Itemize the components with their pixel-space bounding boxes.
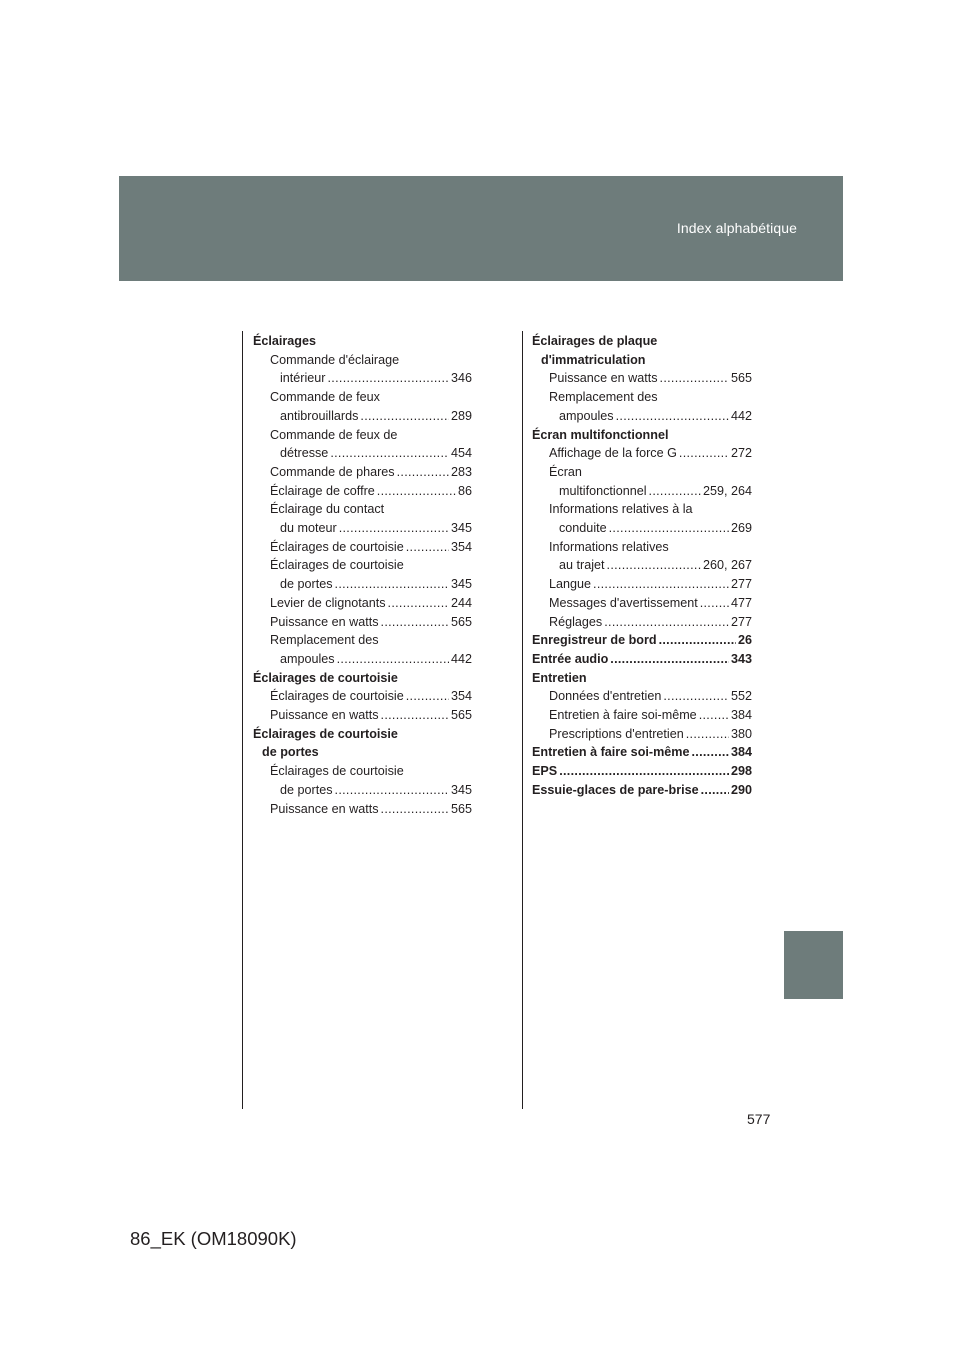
index-column-right [532,332,752,800]
index-entry-text: Puissance en watts [270,801,379,816]
index-entry [532,369,752,388]
index-entry-text: de portes [280,782,333,797]
index-entry-text: Éclairages de courtoisie [270,764,404,779]
leader-dots [701,781,729,800]
index-page-ref: 345 [450,577,472,592]
index-entry-text: Informations relatives à la [549,502,693,517]
index-entry-text: Données d'entretien [549,689,662,704]
index-page-ref: 244 [450,595,472,610]
index-heading [253,351,472,370]
index-entry-text: ampoules [280,651,335,666]
index-entry-text: au trajet [559,558,605,573]
leader-dots [381,800,449,819]
index-entry [253,781,472,800]
leader-dots [406,538,449,557]
index-entry-text: conduite [559,521,607,536]
index-entry [532,650,752,669]
index-heading [253,332,472,351]
leader-dots [339,519,449,538]
index-entry [532,725,752,744]
index-entry [253,444,472,463]
index-heading [253,500,472,519]
leader-dots [388,594,449,613]
index-heading [253,725,472,744]
index-entry-text: ampoules [559,408,614,423]
leader-dots [607,556,701,575]
index-entry [532,482,752,501]
document-code: 86_EK (OM18090K) [130,1228,297,1249]
index-page-ref: 565 [450,614,472,629]
index-entry [253,594,472,613]
index-entry-text: Langue [549,577,592,592]
index-entry [253,369,472,388]
index-entry-text: Messages d'avertissement [549,595,698,610]
header-title: Index alphabétique [676,220,797,236]
index-column-left [253,332,472,818]
index-page-ref: 454 [450,446,472,461]
index-page-ref: 477 [730,595,752,610]
index-entry [253,463,472,482]
index-entry [253,482,472,501]
index-entry [532,556,752,575]
leader-dots [381,706,449,725]
index-entry [253,613,472,632]
index-entry [253,519,472,538]
index-entry [532,631,752,650]
index-heading [532,332,752,351]
leader-dots [377,482,456,501]
index-page-ref: 343 [730,651,752,666]
index-entry-text: Puissance en watts [270,708,379,723]
index-heading [532,388,752,407]
leader-dots [700,594,729,613]
leader-dots [659,631,736,650]
leader-dots [335,781,449,800]
leader-dots [679,444,729,463]
index-entry-text: Éclairages de courtoisie [270,689,404,704]
index-heading [532,669,752,688]
middle-column-rule [522,331,523,1109]
index-entry [532,613,752,632]
index-entry-text: Éclairages de courtoisie [270,539,404,554]
leader-dots [691,743,729,762]
index-entry-text: Essuie-glaces de pare-brise [532,782,699,797]
index-heading [253,669,472,688]
index-entry [253,800,472,819]
leader-dots [397,463,449,482]
index-entry-text: Écran multifonctionnel [532,427,669,442]
index-entry-text: Affichage de la force G [549,446,677,461]
index-heading [253,388,472,407]
index-entry-text: Puissance en watts [270,614,379,629]
index-page-ref: 380 [730,726,752,741]
index-entry [532,407,752,426]
leader-dots [609,519,729,538]
index-entry [532,444,752,463]
index-page-ref: 290 [730,782,752,797]
leader-dots [593,575,729,594]
section-thumb-tab [784,931,843,999]
index-heading [253,631,472,650]
left-column-rule [242,331,243,1109]
index-entry-text: EPS [532,764,558,779]
index-entry [253,706,472,725]
index-page-ref: 565 [730,371,752,386]
index-page-ref: 269 [730,521,752,536]
index-entry [532,575,752,594]
page-number: 577 [747,1111,771,1127]
index-entry [532,781,752,800]
leader-dots [604,613,729,632]
header-band [119,176,843,281]
index-entry-text: intérieur [280,371,326,386]
index-heading [532,463,752,482]
index-entry-text: Levier de clignotants [270,595,386,610]
leader-dots [663,687,729,706]
index-page-ref: 26 [737,633,752,648]
index-heading [253,556,472,575]
index-entry [532,519,752,538]
index-entry-text: d'immatriculation [541,352,646,367]
index-page-ref: 277 [730,614,752,629]
leader-dots [660,369,729,388]
index-page-ref: 442 [450,651,472,666]
leader-dots [330,444,449,463]
index-entry [532,706,752,725]
index-page-ref: 384 [730,708,752,723]
leader-dots [649,482,701,501]
leader-dots [616,407,729,426]
index-entry [253,650,472,669]
index-page-ref: 354 [450,689,472,704]
index-entry [253,575,472,594]
index-entry-text: Écran [549,464,582,479]
index-page-ref: 259, 264 [702,483,752,498]
index-heading [253,743,472,762]
index-entry-text: Éclairages de courtoisie [253,726,398,741]
index-page-ref: 298 [730,764,752,779]
index-entry-text: Éclairages [253,334,317,348]
index-entry-text: Informations relatives [549,539,669,554]
index-entry-text: de portes [280,577,333,592]
index-page-ref: 552 [730,689,752,704]
index-entry [532,687,752,706]
index-entry-text: Remplacement des [270,633,379,648]
leader-dots [699,706,729,725]
index-page-ref: 345 [450,782,472,797]
index-heading [532,351,752,370]
index-entry-text: Entretien à faire soi-même [549,708,697,723]
index-entry-text: Éclairage du contact [270,502,385,517]
index-page-ref: 384 [730,745,752,760]
leader-dots [337,650,449,669]
index-entry-text: Éclairages de plaque [532,334,658,348]
leader-dots [610,650,729,669]
index-entry [532,743,752,762]
index-heading [253,762,472,781]
index-page-ref: 345 [450,521,472,536]
index-entry-text: détresse [280,446,329,461]
index-entry-text: Entretien à faire soi-même [532,745,690,760]
index-page-ref: 260, 267 [702,558,752,573]
index-heading [532,426,752,445]
index-entry-text: Puissance en watts [549,371,658,386]
leader-dots [381,613,449,632]
index-entry-text: Éclairages de courtoisie [253,670,398,685]
index-entry-text: Entrée audio [532,651,609,666]
leader-dots [328,369,449,388]
index-page-ref: 354 [450,539,472,554]
leader-dots [559,762,729,781]
index-entry-text: Éclairages de courtoisie [270,558,404,573]
index-entry-text: Prescriptions d'entretien [549,726,684,741]
index-entry-text: du moteur [280,521,337,536]
leader-dots [686,725,729,744]
index-entry-text: Commande de feux de [270,427,398,442]
index-heading [532,538,752,557]
index-page-ref: 272 [730,446,752,461]
index-entry [253,407,472,426]
index-page-ref: 346 [450,371,472,386]
index-page-ref: 86 [457,483,472,498]
index-page-ref: 283 [450,464,472,479]
index-entry-text: Enregistreur de bord [532,633,657,648]
index-entry-text: Réglages [549,614,603,629]
index-entry-text: de portes [262,745,319,760]
index-heading [253,426,472,445]
index-entry-text: Entretien [532,670,587,685]
index-entry-text: antibrouillards [280,408,359,423]
leader-dots [360,407,449,426]
index-entry-text: Éclairage de coffre [270,483,375,498]
leader-dots [335,575,449,594]
index-page-ref: 565 [450,708,472,723]
index-page-ref: 289 [450,408,472,423]
index-entry [532,762,752,781]
index-page-ref: 565 [450,801,472,816]
index-heading [532,500,752,519]
index-entry [253,538,472,557]
index-page-ref: 277 [730,577,752,592]
index-entry-text: Commande d'éclairage [270,352,400,367]
index-entry-text: Commande de phares [270,464,395,479]
index-entry-text: multifonctionnel [559,483,647,498]
index-entry [532,594,752,613]
index-entry-text: Commande de feux [270,390,380,405]
index-entry-text: Remplacement des [549,390,658,405]
index-page-ref: 442 [730,408,752,423]
index-entry [253,687,472,706]
leader-dots [406,687,449,706]
